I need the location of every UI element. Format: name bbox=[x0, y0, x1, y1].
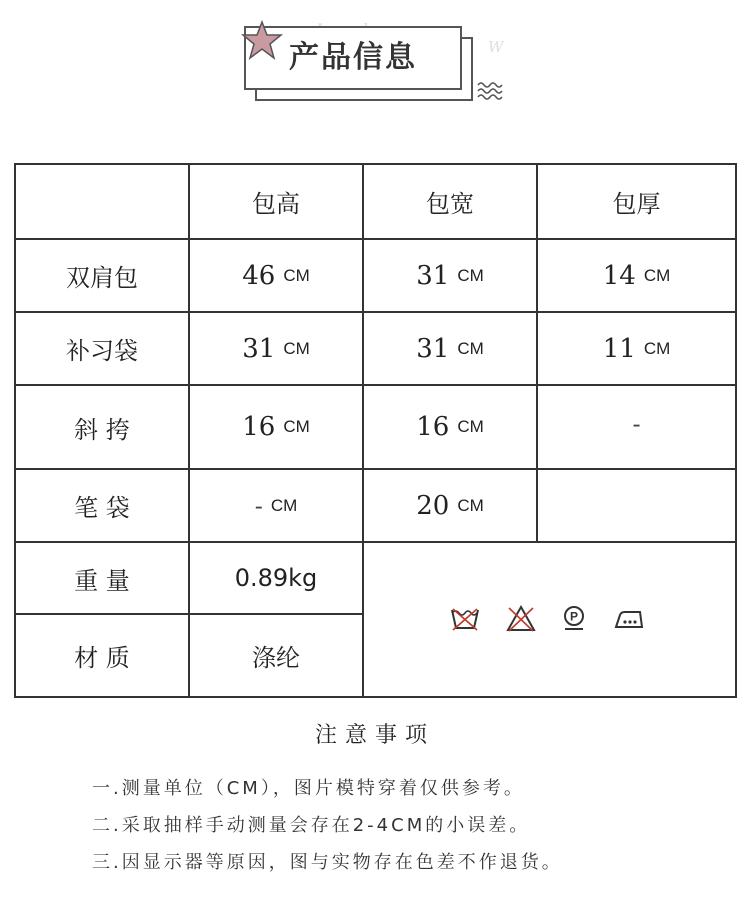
row-label-crossbody: 斜 挎 bbox=[74, 415, 130, 444]
svg-text:P: P bbox=[569, 609, 579, 624]
header-height: 包高 bbox=[252, 190, 300, 218]
tutoring-bag-depth-cell bbox=[538, 313, 735, 384]
iron-low-icon bbox=[613, 604, 645, 634]
tutoring-bag-height: 31 bbox=[242, 333, 276, 364]
notes-title: 注意事项 bbox=[314, 723, 435, 748]
note-item: 三.因显示器等原因，图与实物存在色差不作退货。 bbox=[92, 852, 563, 873]
unit-label: CM bbox=[283, 265, 310, 285]
row-label-pencil-case: 笔 袋 bbox=[74, 494, 130, 522]
pencil-case-width: 20 bbox=[416, 490, 450, 521]
unit-label: CM bbox=[457, 495, 484, 515]
weight-label: 重 量 bbox=[74, 566, 130, 595]
care-icons bbox=[433, 604, 653, 640]
weight-value: 0.89kg bbox=[234, 564, 318, 592]
star-icon bbox=[240, 20, 284, 60]
backpack-depth-cell bbox=[538, 240, 735, 311]
tutoring-bag-depth: 11 bbox=[602, 333, 636, 364]
backpack-width-cell bbox=[364, 240, 536, 311]
unit-label: CM bbox=[457, 338, 484, 358]
unit-label: CM bbox=[643, 265, 671, 285]
unit-label: CM bbox=[457, 265, 484, 285]
header-width: 包宽 bbox=[426, 190, 474, 218]
backpack-depth: 14 bbox=[602, 260, 636, 291]
backpack-height: 46 bbox=[242, 260, 276, 291]
crossbody-depth: - bbox=[632, 410, 641, 438]
pencil-case-width-cell bbox=[364, 470, 536, 541]
tutoring-bag-height-cell bbox=[190, 313, 362, 384]
title-banner bbox=[240, 20, 510, 110]
crossbody-depth-cell bbox=[538, 386, 735, 462]
tutoring-bag-width: 31 bbox=[416, 333, 450, 364]
page-title: 产品信息 bbox=[289, 40, 417, 75]
tutoring-bag-width-cell bbox=[364, 313, 536, 384]
crossbody-height: 16 bbox=[242, 412, 276, 442]
crossbody-width-cell bbox=[364, 386, 536, 468]
backpack-height-cell bbox=[190, 240, 362, 311]
backpack-width: 31 bbox=[416, 260, 450, 291]
material-label: 材 质 bbox=[74, 644, 130, 672]
do-not-bleach-icon bbox=[505, 604, 537, 634]
note-item: 二.采取抽样手动测量会存在2-4CM的小误差。 bbox=[92, 815, 531, 836]
unit-label: CM bbox=[283, 417, 310, 436]
material-value: 涤纶 bbox=[252, 644, 300, 672]
pencil-case-height: - bbox=[254, 491, 263, 520]
dry-clean-icon bbox=[561, 604, 587, 634]
crossbody-height-cell bbox=[190, 386, 362, 468]
unit-label: CM bbox=[283, 338, 310, 358]
crossbody-width: 16 bbox=[416, 412, 450, 442]
waves-icon bbox=[476, 80, 506, 100]
row-label-tutoring-bag: 补习袋 bbox=[66, 337, 138, 365]
unit-label: CM bbox=[643, 338, 671, 358]
header-depth: 包厚 bbox=[612, 190, 661, 218]
unit-label: CM bbox=[457, 417, 484, 436]
do-not-wash-icon bbox=[449, 604, 481, 634]
banner-watermark-2: W bbox=[488, 38, 504, 56]
note-item: 一.测量单位（CM），图片模特穿着仅供参考。 bbox=[92, 778, 525, 799]
pencil-case-height-cell bbox=[190, 470, 362, 541]
unit-label: CM bbox=[270, 495, 298, 515]
row-label-backpack: 双肩包 bbox=[66, 264, 138, 292]
